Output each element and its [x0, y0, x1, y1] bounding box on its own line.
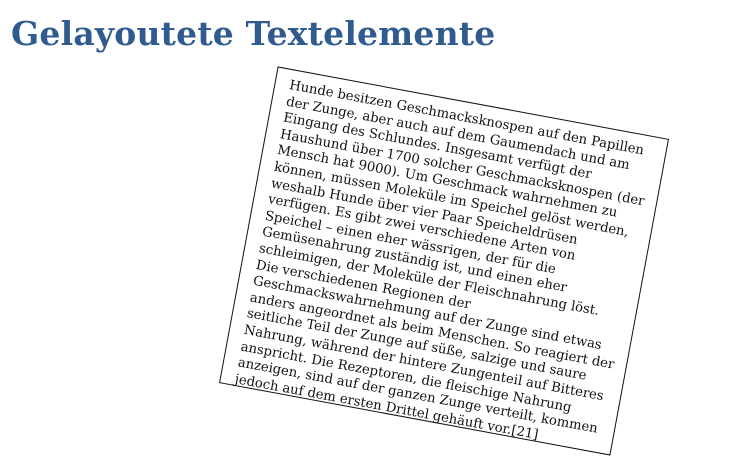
page-title: Gelayoutete Textelemente: [11, 14, 496, 53]
rotated-text-box[interactable]: [219, 66, 669, 455]
text-box-paragraph: Hunde besitzen Geschmacksknospen auf den Papillen der Zunge, aber auch auf dem Gaumendach und am Eingang des Schlundes. Insgesamt verfügt der Haushund über 1700 solcher Geschmacksknospen (der Mensch hat 9000). Um Geschmack wahrnehmen zu können, müssen Moleküle im Speichel gelöst werden, weshalb Hunde über vier Paar Speicheldrüsen verfügen. Es gibt zwei verschiedene Arten von Speichel – einen eher wässrigen, der für die Gemüsenahrung zuständig ist, und einen eher schleimigen, der Moleküle der Fleischnahrung löst. Die verschiedenen Regionen der Geschmackswahrnehmung auf der Zunge sind etwas anders angeordnet als beim Menschen. So reagiert der seitliche Teil der Zunge auf süße, salzige und saure Nahrung, während der hintere Zungenteil auf Bitteres anspricht. Die Rezeptoren, die fleischige Nahrung anzeigen, sind auf der ganzen Zunge verteilt, kommen jedoch auf dem ersten Drittel gehäuft vor.[21]: [233, 78, 646, 443]
